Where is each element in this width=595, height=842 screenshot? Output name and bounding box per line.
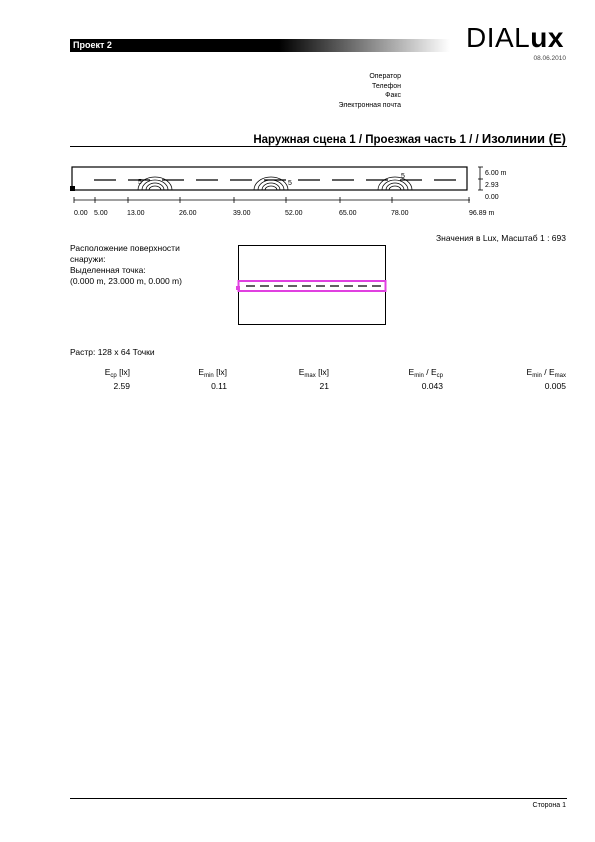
position-sketch [234, 244, 390, 326]
isoline-label-3: 5 [401, 173, 405, 180]
report-date: 08.06.2010 [533, 55, 566, 62]
page-number: Сторона 1 [532, 802, 566, 809]
title-rule [70, 146, 567, 147]
x-tick-label: 65.00 [339, 210, 357, 217]
contact-phone: Телефон [371, 82, 401, 90]
x-tick-label: 39.00 [233, 210, 251, 217]
surface-info [70, 243, 182, 287]
title-main: Наружная сцена 1 / Проезжая часть 1 / / [253, 134, 482, 146]
contact-block [339, 72, 401, 110]
y-tick-label: 0.00 [485, 194, 499, 201]
x-tick-label: 96.89 m [469, 210, 495, 217]
stat-header-emax: $E_{max}$ [lx] [298, 367, 329, 379]
x-tick-label: 52.00 [285, 210, 303, 217]
title-emphasis: Изолинии (E) [481, 131, 566, 146]
isoline-label-1: 5 [138, 179, 142, 186]
x-tick-label: 5.00 [94, 210, 108, 217]
x-tick-label: 26.00 [179, 210, 197, 217]
stat-value-emax: 21 [319, 381, 329, 391]
y-tick-label: 2.93 [485, 182, 499, 189]
y-tick-label: 6.00 m [485, 170, 507, 177]
stat-header-emin-emax: $E_{min} / E_{max}$ [526, 367, 566, 379]
origin-marker [70, 186, 75, 191]
project-header-bar [70, 39, 450, 52]
stat-value-emin-emax: 0.005 [544, 381, 566, 391]
contact-operator: Оператор [369, 73, 401, 80]
x-tick-label: 0.00 [74, 210, 88, 217]
stat-header-emin-eavg: $E_{min} / E_{ср}$ [408, 367, 443, 379]
footer-rule [70, 798, 567, 799]
stat-header-emin: $E_{min}$ [lx] [198, 367, 227, 379]
x-tick-label: 78.00 [391, 210, 409, 217]
project-name: Проект 2 [73, 40, 112, 50]
road-outline [72, 167, 467, 190]
scale-note: Значения в Lux, Масштаб 1 : 693 [436, 233, 566, 243]
selected-point-marker [236, 286, 240, 290]
stat-value-emin-eavg: 0.043 [421, 381, 443, 391]
logo-text-light: DIAL [466, 22, 531, 53]
info-line-3: Выделенная точка: [70, 265, 146, 275]
isoline-group-2 [254, 177, 288, 190]
contact-email: Электронная почта [338, 101, 401, 109]
contact-fax: Факс [385, 92, 401, 99]
isoline-drawing [68, 160, 508, 222]
sketch-outline [239, 246, 386, 325]
dialux-logo [466, 22, 564, 54]
info-line-2: снаружи: [70, 254, 106, 264]
stat-value-eavg: 2.59 [113, 381, 130, 391]
page-title [253, 131, 566, 146]
stat-value-emin: 0.11 [211, 381, 227, 391]
isoline-group-1 [138, 177, 172, 190]
y-dimension [478, 167, 483, 190]
stat-header-eavg: $E_{ср}$ [lx] [104, 367, 130, 379]
x-tick-label: 13.00 [127, 210, 145, 217]
logo-text-bold: ux [530, 22, 564, 53]
info-line-4: (0.000 m, 23.000 m, 0.000 m) [70, 276, 182, 286]
isoline-group-3 [378, 177, 412, 190]
raster-info: Растр: 128 x 64 Точки [70, 347, 155, 357]
info-line-1: Расположение поверхности [70, 243, 180, 253]
isoline-label-2: 5 [288, 180, 292, 187]
